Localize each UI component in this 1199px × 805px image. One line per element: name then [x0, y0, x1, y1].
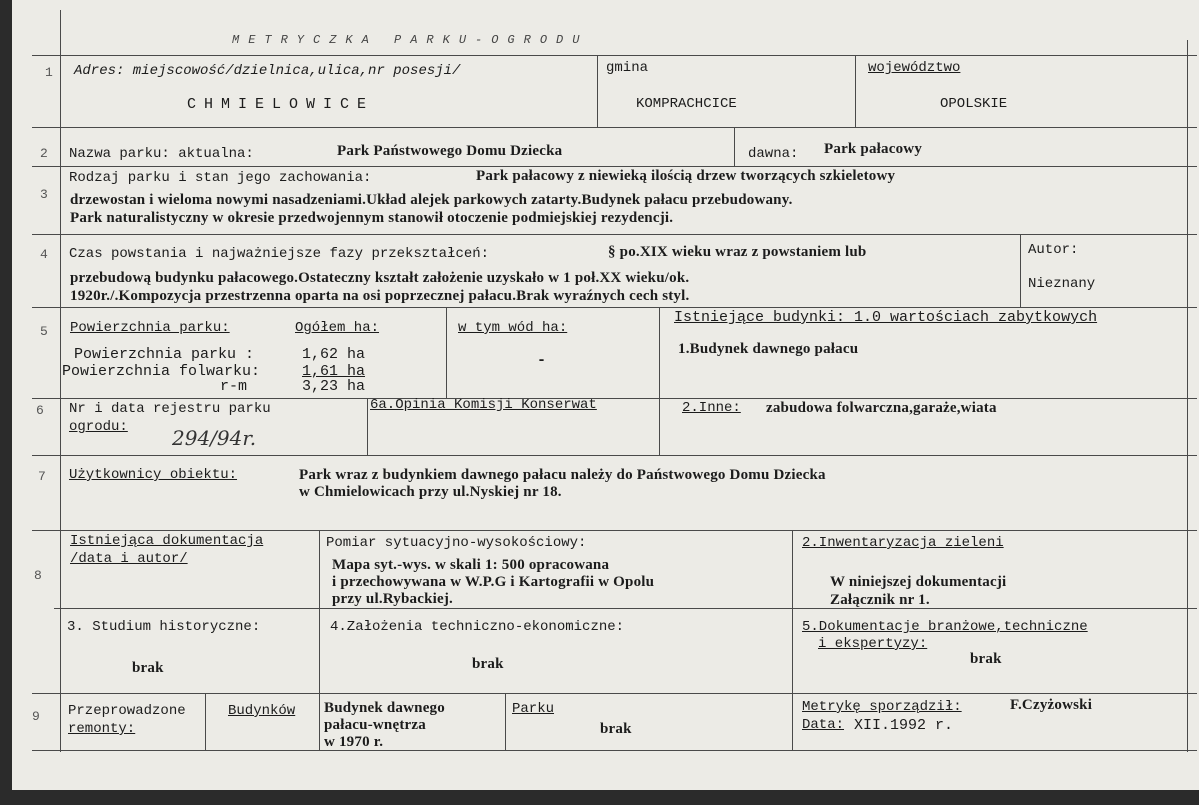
register-label: Nr i data rejestru parku	[69, 401, 271, 417]
farm-area-label: Powierzchnia folwarku:	[62, 363, 261, 380]
rule	[505, 693, 506, 750]
tech-econ-value: brak	[472, 656, 504, 672]
survey-line: przy ul.Rybackiej.	[332, 591, 453, 607]
park-area-value: 1,62 ha	[302, 346, 366, 363]
gmina-label: gmina	[606, 60, 649, 76]
rule	[32, 750, 1197, 751]
row-number: 4	[40, 247, 48, 262]
rule	[205, 693, 206, 750]
branch-docs-value: brak	[970, 651, 1002, 667]
documentation-label: /data i autor/	[70, 551, 188, 567]
rule	[855, 55, 856, 127]
branch-docs-label: i ekspertyzy:	[818, 636, 928, 652]
rule	[734, 127, 735, 166]
address-value: CHMIELOWICE	[187, 96, 375, 113]
row-number: 2	[40, 146, 48, 161]
gmina-value: KOMPRACHCICE	[636, 96, 737, 112]
buildings-item: 1.Budynek dawnego pałacu	[678, 341, 859, 357]
rule	[32, 398, 1197, 399]
park-type-line: Park naturalistyczny w okresie przedwojennym stanowił otoczenie podmiejskiej rezydencji.	[70, 210, 674, 226]
history-line: § po.XIX wieku wraz z powstaniem lub	[608, 244, 867, 260]
park-reno-value: brak	[600, 721, 632, 737]
greenery-inventory-line: Załącznik nr 1.	[830, 592, 930, 608]
row-number: 6	[36, 403, 44, 418]
survey-line: i przechowywana w W.P.G i Kartografii w Opolu	[332, 574, 655, 590]
commission-opinion-label: 6a.Opinia Komisji Konserwat	[370, 397, 597, 413]
other-value: zabudowa folwarczna,garaże,wiata	[766, 400, 997, 416]
other-label: 2.Inne:	[682, 400, 741, 416]
rule	[32, 55, 1197, 56]
users-line: Park wraz z budynkiem dawnego pałacu należy do Państwowego Domu Dziecka	[299, 467, 826, 483]
greenery-inventory-label: 2.Inwentaryzacja zieleni	[802, 535, 1004, 551]
prepared-by-value: F.Czyżowski	[1010, 697, 1093, 713]
row-number: 3	[40, 187, 48, 202]
date-label: Data:	[802, 717, 845, 733]
water-area-label: w tym wód ha:	[458, 320, 568, 336]
buildings-reno-label: Budynków	[228, 703, 296, 719]
documentation-label: Istniejąca dokumentacja	[70, 533, 264, 549]
branch-docs-label: 5.Dokumentacje branżowe,techniczne	[802, 619, 1088, 635]
author-value: Nieznany	[1028, 276, 1096, 292]
rule	[792, 530, 793, 750]
buildings-reno-line: Budynek dawnego	[324, 700, 445, 716]
park-reno-label: Parku	[512, 701, 555, 717]
park-type-line: Park pałacowy z niewieką ilością drzew tworzących szkieletowy	[476, 168, 896, 184]
history-label: Czas powstania i najważniejsze fazy przekształceń:	[69, 246, 490, 262]
tech-econ-label: 4.Założenia techniczno-ekonomiczne:	[330, 619, 625, 635]
rule	[1187, 40, 1188, 752]
register-handwritten: 294/94r.	[172, 426, 257, 450]
register-label: ogrodu:	[69, 419, 128, 435]
rule	[597, 55, 598, 127]
greenery-inventory-line: W niniejszej dokumentacji	[830, 574, 1007, 590]
park-type-line: drzewostan i wieloma nowymi nasadzeniami.Układ alejek parkowych zatarty.Budynek pałacu przebudowany.	[70, 192, 793, 208]
rule	[32, 234, 1197, 235]
row-number: 5	[40, 324, 48, 339]
buildings-reno-line: pałacu-wnętrza	[324, 717, 426, 733]
historical-study-value: brak	[132, 660, 164, 676]
former-name-label: dawna:	[748, 146, 799, 162]
history-line: przebudową budynku pałacowego.Ostateczny kształt założenie uzyskało w 1 poł.XX wieku/ok.	[70, 270, 690, 286]
buildings-reno-line: w 1970 r.	[324, 734, 384, 750]
rule	[446, 307, 447, 398]
park-area-label: Powierzchnia parku :	[74, 346, 255, 363]
rule	[60, 10, 61, 752]
wojewodztwo-label: województwo	[868, 60, 961, 76]
author-label: Autor:	[1028, 242, 1079, 258]
renovations-label: remonty:	[68, 721, 136, 737]
rule	[369, 455, 659, 456]
former-name-value: Park pałacowy	[824, 141, 923, 157]
users-line: w Chmielowicach przy ul.Nyskiej nr 18.	[299, 484, 562, 500]
rule	[319, 530, 320, 750]
history-line: 1920r./.Kompozycja przestrzenna oparta na osi poprzecznej pałacu.Brak wyraźnych cech styl.	[70, 288, 690, 304]
area-label: Powierzchnia parku:	[70, 320, 230, 336]
park-name-value: Park Państwowego Domu Dziecka	[337, 143, 563, 159]
renovations-label: Przeprowadzone	[68, 703, 186, 719]
survey-label: Pomiar sytuacyjno-wysokościowy:	[326, 535, 587, 551]
rule	[659, 307, 660, 455]
total-area-value: 3,23 ha	[302, 378, 366, 395]
historical-study-label: 3. Studium historyczne:	[67, 619, 261, 635]
date-value: XII.1992 r.	[854, 717, 954, 734]
park-name-label: Nazwa parku: aktualna:	[69, 146, 254, 162]
users-label: Użytkownicy obiektu:	[69, 467, 238, 483]
prepared-by-label: Metrykę sporządził:	[802, 699, 962, 715]
total-area-label: r-m	[220, 378, 248, 395]
document-page	[12, 0, 1199, 790]
address-label: Adres: miejscowość/dzielnica,ulica,nr posesji/	[74, 63, 461, 79]
rule	[32, 127, 1197, 128]
rule	[367, 398, 368, 455]
area-total-label: Ogółem ha:	[295, 320, 380, 336]
rule	[1020, 234, 1021, 307]
water-area-value: -	[537, 352, 547, 369]
farm-area-value: 1,61 ha	[302, 363, 366, 380]
rule	[32, 530, 1197, 531]
wojewodztwo-value: OPOLSKIE	[940, 96, 1008, 112]
row-number: 7	[38, 469, 46, 484]
row-number: 1	[45, 65, 53, 80]
page-title: METRYCZKA PARKU-OGRODU	[232, 33, 589, 47]
buildings-label: Istniejące budynki: 1.0 wartościach zabytkowych	[674, 309, 1098, 326]
row-number: 9	[32, 709, 40, 724]
park-type-label: Rodzaj parku i stan jego zachowania:	[69, 170, 372, 186]
rule	[32, 693, 1197, 694]
row-number: 8	[34, 568, 42, 583]
rule	[54, 608, 1197, 609]
survey-line: Mapa syt.-wys. w skali 1: 500 opracowana	[332, 557, 610, 573]
